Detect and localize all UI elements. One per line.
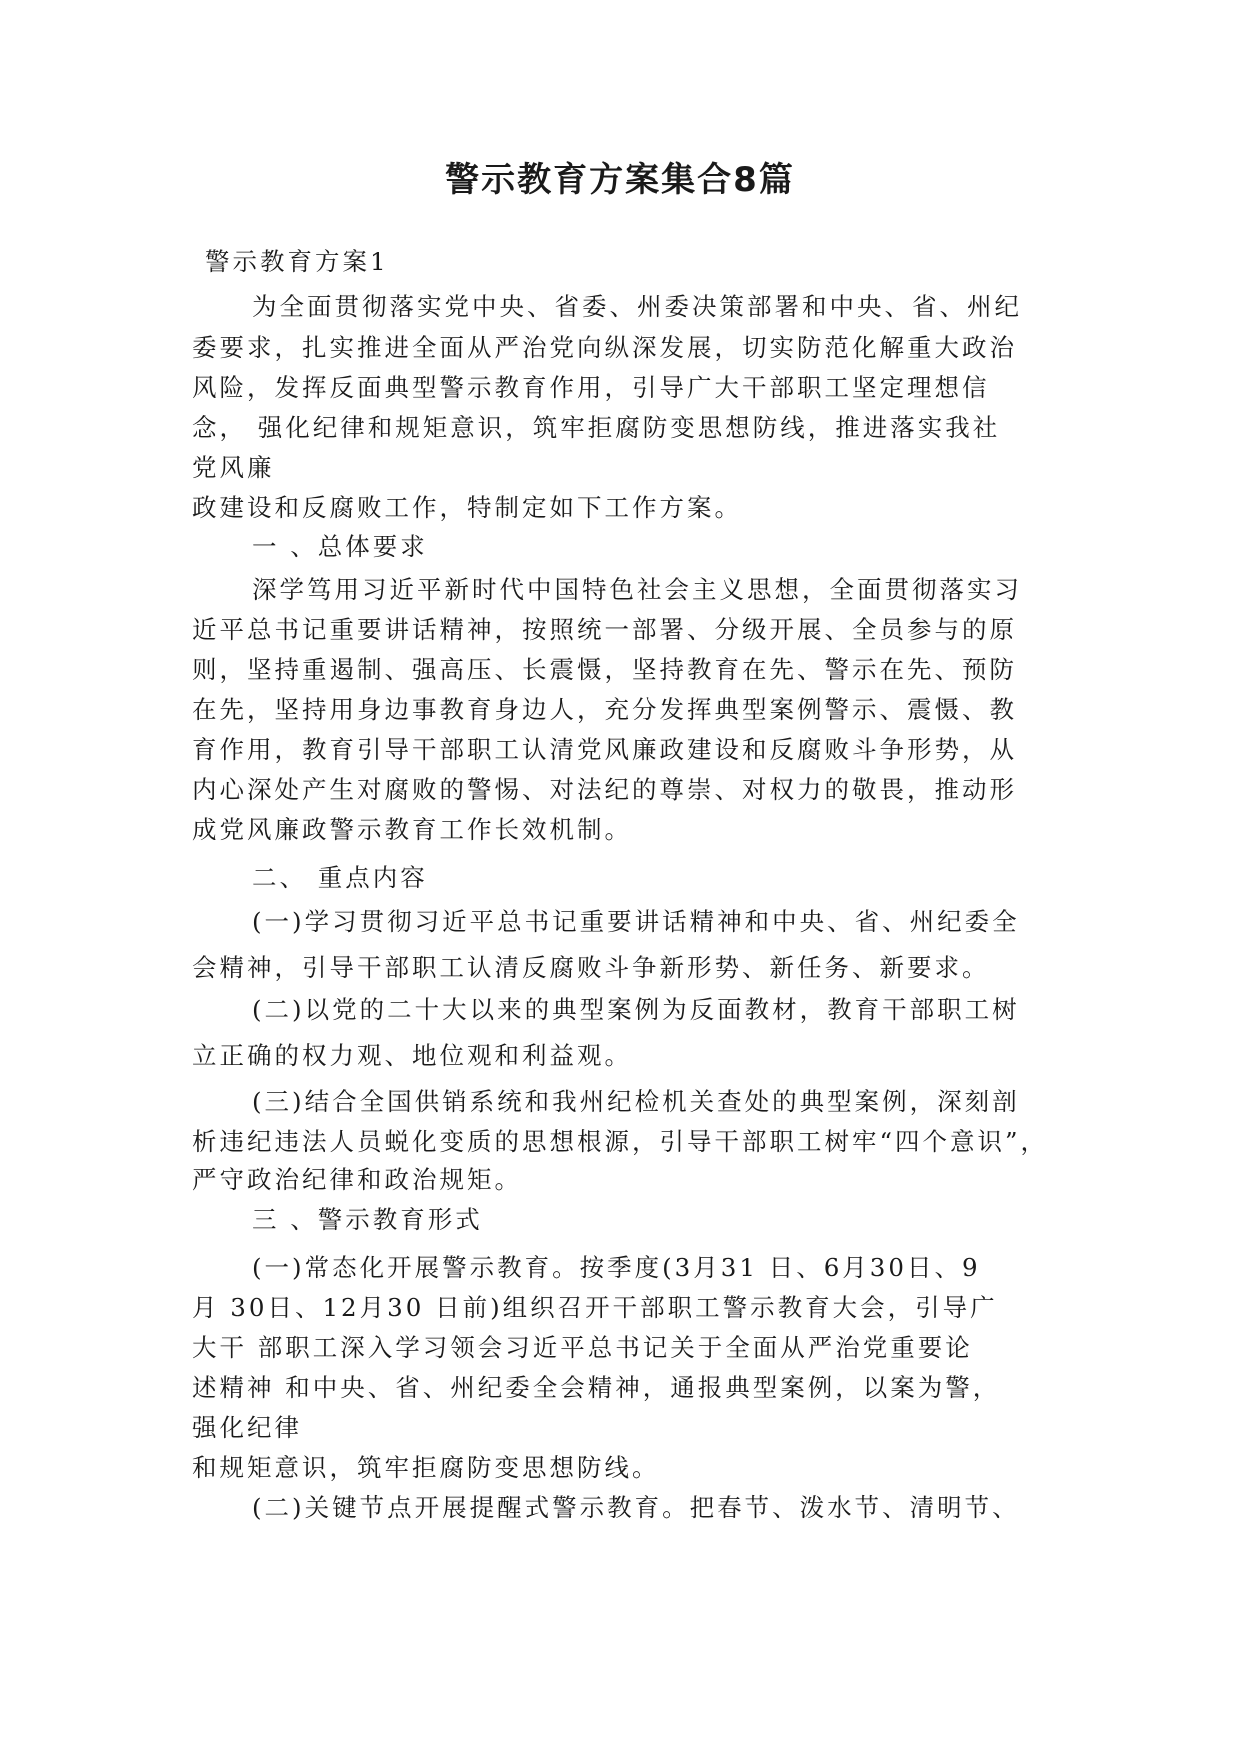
- text-line: 析违纪违法人员蜕化变质的思想根源，引导干部职工树牢“四个意识”，: [192, 1127, 1049, 1156]
- text-line: 强化纪律: [192, 1413, 302, 1442]
- text-line: 述精神 和中央、省、州纪委全会精神，通报典型案例，以案为警，: [192, 1373, 1001, 1402]
- text-line: 立正确的权力观、地位观和利益观。: [192, 1041, 632, 1070]
- text-line: (一)常态化开展警示教育。按季度(3月31 日、6月30日、9: [252, 1253, 981, 1282]
- text-line: 近平总书记重要讲话精神，按照统一部署、分级开展、全员参与的原: [192, 615, 1017, 644]
- text-line: 会精神，引导干部职工认清反腐败斗争新形势、新任务、新要求。: [192, 953, 990, 982]
- section-heading: 一 、总体要求: [252, 532, 428, 561]
- text-line: 念， 强化纪律和规矩意识，筑牢拒腐防变思想防线，推进落实我社: [192, 413, 1001, 442]
- text-line: 大干 部职工深入学习领会习近平总书记关于全面从严治党重要论: [192, 1333, 973, 1362]
- text-line: 内心深处产生对腐败的警惕、对法纪的尊崇、对权力的敬畏，推动形: [192, 775, 1017, 804]
- text-line: 深学笃用习近平新时代中国特色社会主义思想，全面贯彻落实习: [252, 575, 1022, 604]
- text-line: 在先，坚持用身边事教育身边人，充分发挥典型案例警示、震慑、教: [192, 695, 1017, 724]
- text-line: (二)以党的二十大以来的典型案例为反面教材，教育干部职工树: [252, 995, 1020, 1024]
- text-line: 成党风廉政警示教育工作长效机制。: [192, 815, 632, 844]
- text-line: 月 30日、12月30 日前)组织召开干部职工警示教育大会，引导广: [192, 1293, 998, 1322]
- text-line: 则，坚持重遏制、强高压、长震慑，坚持教育在先、警示在先、预防: [192, 655, 1017, 684]
- text-line: 政建设和反腐败工作，特制定如下工作方案。: [192, 493, 742, 522]
- document-title: 警示教育方案集合8篇: [445, 160, 795, 200]
- text-line: 和规矩意识，筑牢拒腐防变思想防线。: [192, 1453, 660, 1482]
- text-line: 风险，发挥反面典型警示教育作用，引导广大干部职工坚定理想信: [192, 373, 990, 402]
- text-line: (二)关键节点开展提醒式警示教育。把春节、泼水节、清明节、: [252, 1493, 1020, 1522]
- text-line: 为全面贯彻落实党中央、省委、州委决策部署和中央、省、州纪: [252, 292, 1022, 321]
- text-line: 党风廉: [192, 453, 275, 482]
- text-line: 委要求，扎实推进全面从严治党向纵深发展，切实防范化解重大政治: [192, 333, 1017, 362]
- text-line: (一)学习贯彻习近平总书记重要讲话精神和中央、省、州纪委全: [252, 907, 1020, 936]
- section-heading: 警示教育方案1: [205, 247, 389, 276]
- text-line: 育作用，教育引导干部职工认清党风廉政建设和反腐败斗争形势，从: [192, 735, 1017, 764]
- section-heading: 二、 重点内容: [252, 863, 428, 892]
- text-line: (三)结合全国供销系统和我州纪检机关查处的典型案例，深刻剖: [252, 1087, 1020, 1116]
- section-heading: 三 、警示教育形式: [252, 1205, 483, 1234]
- text-line: 严守政治纪律和政治规矩。: [192, 1165, 522, 1194]
